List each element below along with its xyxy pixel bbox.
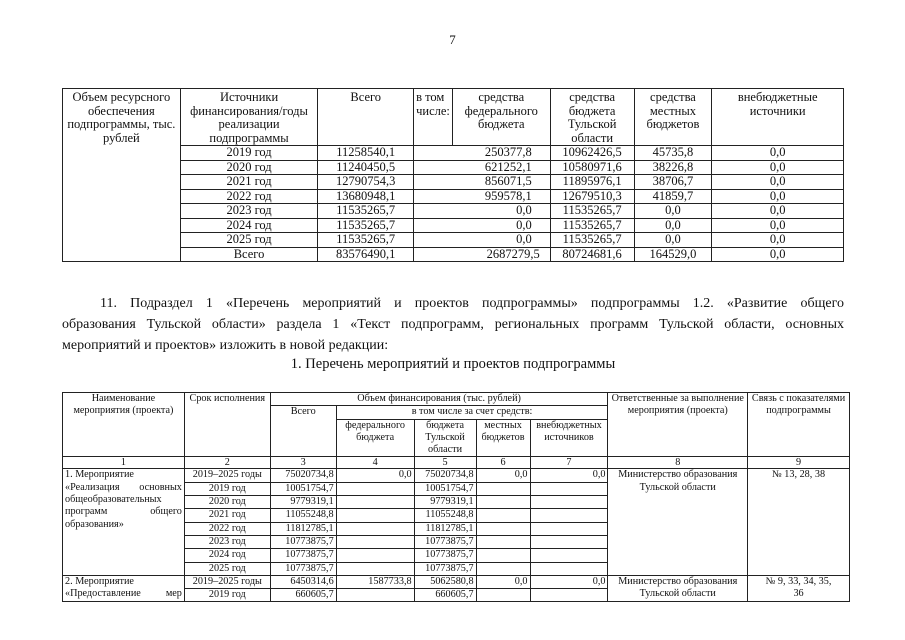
measure-2-link (748, 575, 850, 602)
regional-cell: 10773875,7 (414, 562, 476, 575)
responsible-header: Ответственные за выполнение мероприятия (проекта) (608, 393, 748, 457)
section-subtitle: 1. Перечень мероприятий и проектов подпрограммы (290, 356, 616, 372)
responsible-line: Тульской области (639, 481, 716, 493)
year-cell: 2022 год (180, 189, 318, 204)
federal-cell: 621252,1 (414, 160, 551, 175)
federal-cell: 0,0 (336, 469, 414, 482)
volume-header: Объем финансирования (тыс. рублей) (270, 393, 608, 406)
measures-table (62, 392, 850, 602)
total-cell: 11055248,8 (270, 509, 336, 522)
table-row (63, 575, 850, 588)
column-index: 7 (530, 457, 608, 469)
total-cell: 6450314,6 (270, 575, 336, 588)
total-cell: 9779319,1 (270, 496, 336, 509)
year-cell: 2025 год (180, 233, 318, 248)
incl-header: в том числе за счет средств: (336, 406, 608, 419)
extra-cell: 0,0 (712, 160, 844, 175)
measure-name-line: программ общего (65, 506, 182, 518)
column-index-row (63, 457, 850, 469)
extra-cell (530, 482, 608, 495)
column-index: 9 (748, 457, 850, 469)
measure-name-line: образования» (65, 518, 124, 530)
term-cell: 2019–2025 годы (184, 469, 270, 482)
regional-header: бюджета Тульской области (414, 419, 476, 457)
total-cell: 11535265,7 (318, 233, 414, 248)
table-row (63, 175, 844, 190)
extra-header: внебюджетных источников (530, 419, 608, 457)
measure-2-name (63, 575, 185, 602)
term-cell: 2023 год (184, 535, 270, 548)
regional-cell: 80724681,6 (550, 247, 634, 262)
measure-name-line: 1. Мероприятие (65, 469, 134, 481)
federal-cell (336, 522, 414, 535)
page-number: 7 (449, 32, 456, 47)
column-index: 2 (184, 457, 270, 469)
term-cell: 2019–2025 годы (184, 575, 270, 588)
extra-cell: 0,0 (712, 175, 844, 190)
paragraph-line-1: 11. Подраздел 1 «Перечень мероприятий и проектов подпрограммы» подпрограммы 1.2. «Развитие общего (100, 296, 844, 311)
federal-cell: 0,0 (414, 204, 551, 219)
total-cell: 75020734,8 (270, 469, 336, 482)
column-index: 8 (608, 457, 748, 469)
term-cell: 2021 год (184, 509, 270, 522)
federal-cell (336, 509, 414, 522)
table-row (63, 218, 844, 233)
total-cell: 660605,7 (270, 589, 336, 602)
link-line: № 9, 33, 34, 35, (765, 575, 832, 587)
table-header-row (63, 89, 844, 146)
regional-cell: 11535265,7 (550, 204, 634, 219)
total-cell: 13680948,1 (318, 189, 414, 204)
extra-cell: 0,0 (530, 575, 608, 588)
total-cell: 11812785,1 (270, 522, 336, 535)
local-cell (476, 549, 530, 562)
term-cell: 2025 год (184, 562, 270, 575)
total-cell: 10773875,7 (270, 562, 336, 575)
regional-cell: 75020734,8 (414, 469, 476, 482)
federal-header: средства федерального бюджета (452, 89, 550, 146)
local-cell: 0,0 (476, 469, 530, 482)
local-cell: 38226,8 (634, 160, 712, 175)
extra-header: внебюджетные источники (712, 89, 844, 146)
column-index: 5 (414, 457, 476, 469)
table-row (63, 204, 844, 219)
resource-title-cell: Объем ресурсного обеспечения подпрограммы, тыс. рублей (63, 89, 181, 262)
column-index: 4 (336, 457, 414, 469)
regional-cell: 9779319,1 (414, 496, 476, 509)
measure-name-line: «Предоставление мер (65, 588, 182, 600)
extra-cell: 0,0 (712, 218, 844, 233)
extra-cell (530, 549, 608, 562)
regional-cell: 10051754,7 (414, 482, 476, 495)
regional-cell: 11535265,7 (550, 233, 634, 248)
extra-cell (530, 522, 608, 535)
measure-2-responsible (608, 575, 748, 602)
total-cell: 11535265,7 (318, 204, 414, 219)
total-cell: 10773875,7 (270, 549, 336, 562)
local-cell (476, 589, 530, 602)
total-cell: 12790754,3 (318, 175, 414, 190)
extra-cell: 0,0 (712, 146, 844, 161)
table-row (63, 146, 844, 161)
measure-1-link: № 13, 28, 38 (748, 469, 850, 575)
measure-1-responsible (608, 469, 748, 575)
federal-cell: 0,0 (414, 218, 551, 233)
federal-cell: 0,0 (414, 233, 551, 248)
federal-cell: 250377,8 (414, 146, 551, 161)
local-cell: 0,0 (634, 204, 712, 219)
regional-cell: 11895976,1 (550, 175, 634, 190)
local-cell (476, 509, 530, 522)
federal-cell: 2687279,5 (414, 247, 551, 262)
local-cell (476, 496, 530, 509)
year-cell: 2021 год (180, 175, 318, 190)
extra-cell: 0,0 (530, 469, 608, 482)
regional-cell: 10773875,7 (414, 535, 476, 548)
table-row (63, 233, 844, 248)
local-cell: 0,0 (476, 575, 530, 588)
extra-cell: 0,0 (712, 189, 844, 204)
extra-cell: 0,0 (712, 233, 844, 248)
table-row (63, 469, 850, 482)
regional-cell: 11535265,7 (550, 218, 634, 233)
total-cell: 11535265,7 (318, 218, 414, 233)
local-cell: 38706,7 (634, 175, 712, 190)
table-total-row (63, 247, 844, 262)
federal-cell: 959578,1 (414, 189, 551, 204)
term-header: Срок исполнения (184, 393, 270, 457)
measure-name-line: общеобразовательных (65, 494, 162, 506)
term-cell: 2019 год (184, 482, 270, 495)
column-index: 6 (476, 457, 530, 469)
amendment-paragraph (62, 293, 844, 356)
extra-cell (530, 589, 608, 602)
term-cell: 2019 год (184, 589, 270, 602)
regional-header: средства бюджета Тульской области (550, 89, 634, 146)
responsible-line: Тульской области (639, 588, 716, 600)
regional-cell: 10773875,7 (414, 549, 476, 562)
regional-cell: 5062580,8 (414, 575, 476, 588)
total-cell: 83576490,1 (318, 247, 414, 262)
local-cell: 0,0 (634, 233, 712, 248)
link-header: Связь с показателями подпрограммы (748, 393, 850, 457)
local-cell: 0,0 (634, 218, 712, 233)
local-header: местных бюджетов (476, 419, 530, 457)
local-cell: 45735,8 (634, 146, 712, 161)
local-header: средства местных бюджетов (634, 89, 712, 146)
federal-cell (336, 482, 414, 495)
column-index: 1 (63, 457, 185, 469)
federal-header: федерального бюджета (336, 419, 414, 457)
term-cell: 2024 год (184, 549, 270, 562)
federal-cell (336, 589, 414, 602)
measure-name-line: «Реализация основных (65, 481, 182, 493)
regional-cell: 11055248,8 (414, 509, 476, 522)
federal-cell (336, 549, 414, 562)
term-cell: 2020 год (184, 496, 270, 509)
local-cell (476, 522, 530, 535)
federal-cell (336, 562, 414, 575)
local-cell: 164529,0 (634, 247, 712, 262)
extra-cell (530, 496, 608, 509)
federal-cell: 1587733,8 (336, 575, 414, 588)
regional-cell: 10962426,5 (550, 146, 634, 161)
incl-header: в том числе: (414, 89, 453, 146)
federal-cell (336, 496, 414, 509)
regional-cell: 12679510,3 (550, 189, 634, 204)
regional-cell: 10580971,6 (550, 160, 634, 175)
total-cell: 11258540,1 (318, 146, 414, 161)
extra-cell (530, 509, 608, 522)
year-cell: 2019 год (180, 146, 318, 161)
local-cell (476, 562, 530, 575)
federal-cell: 856071,5 (414, 175, 551, 190)
name-header: Наименование мероприятия (проекта) (63, 393, 185, 457)
extra-cell (530, 562, 608, 575)
total-header: Всего (318, 89, 414, 146)
local-cell: 41859,7 (634, 189, 712, 204)
extra-cell: 0,0 (712, 204, 844, 219)
regional-cell: 11812785,1 (414, 522, 476, 535)
total-cell: 11240450,5 (318, 160, 414, 175)
year-cell: 2023 год (180, 204, 318, 219)
federal-cell (336, 535, 414, 548)
regional-cell: 660605,7 (414, 589, 476, 602)
measure-name-line: 2. Мероприятие (65, 575, 134, 587)
paragraph-line-2: образования Тульской области» раздела 1 «Текст подпрограмм, региональных программ Тульской области, основных (62, 317, 844, 332)
sources-header: Источники финансирования/годы реализации подпрограммы (180, 89, 318, 146)
total-cell: 10773875,7 (270, 535, 336, 548)
local-cell (476, 535, 530, 548)
local-cell (476, 482, 530, 495)
table-row (63, 189, 844, 204)
total-cell: 10051754,7 (270, 482, 336, 495)
year-cell: 2020 год (180, 160, 318, 175)
responsible-line: Министерство образования (618, 575, 738, 587)
measure-1-name (63, 469, 185, 575)
extra-cell (530, 535, 608, 548)
total-header: Всего (270, 406, 336, 457)
link-line: 36 (793, 588, 804, 600)
table-row (63, 160, 844, 175)
responsible-line: Министерство образования (618, 469, 738, 481)
resource-table (62, 88, 844, 262)
extra-cell: 0,0 (712, 247, 844, 262)
paragraph-line-3: мероприятий и проектов» изложить в новой редакции: (62, 338, 389, 353)
year-cell: 2024 год (180, 218, 318, 233)
column-index: 3 (270, 457, 336, 469)
year-cell: Всего (180, 247, 318, 262)
term-cell: 2022 год (184, 522, 270, 535)
